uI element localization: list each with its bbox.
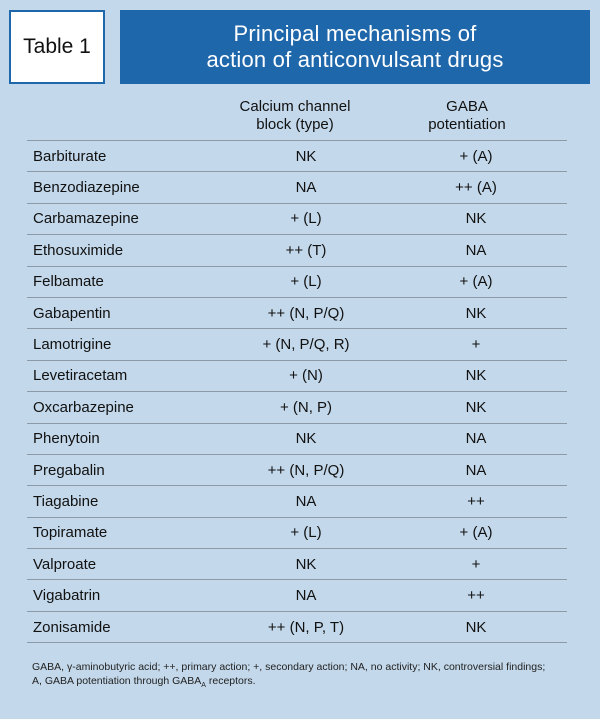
table-row [27,455,567,486]
drug-name-cell: Zonisamide [33,618,111,636]
column-header-gaba-line-1: GABA [446,98,488,115]
gaba-potentiation-cell: ++ [467,492,485,510]
footnote-line-2-text: A, GABA potentiation through GABA [32,675,202,687]
calcium-block-cell: + (N, P/Q, R) [262,336,350,354]
calcium-block-cell: NA [295,492,317,510]
footnote-subscript: A [201,682,206,690]
calcium-block-cell: ++ (T) [285,241,327,259]
table-row [27,361,567,392]
table-row [27,486,567,517]
calcium-block-cell: + (L) [290,210,322,228]
calcium-block-cell: NK [295,555,317,573]
gaba-potentiation-cell: NA [465,461,487,479]
gaba-potentiation-cell: ++ [467,587,485,605]
calcium-block-cell: ++ (N, P/Q) [267,461,345,479]
table-row [27,141,567,172]
drug-name-cell: Lamotrigine [33,336,112,354]
gaba-potentiation-cell: NK [465,398,487,416]
drug-name-cell: Pregabalin [33,461,105,479]
gaba-potentiation-cell: NK [465,210,487,228]
drug-name-cell: Levetiracetam [33,367,128,385]
table-body [27,140,567,643]
table-row [27,204,567,235]
table-row [27,267,567,298]
table-row [27,518,567,549]
table-footnote [32,660,577,693]
drug-name-cell: Phenytoin [33,430,100,448]
table-title [120,10,590,84]
calcium-block-cell: NA [295,179,317,197]
drug-name-cell: Vigabatrin [33,587,101,605]
gaba-potentiation-cell: NA [465,430,487,448]
table-row [27,424,567,455]
calcium-block-cell: + (N, P) [279,398,333,416]
drug-name-cell: Tiagabine [33,492,99,510]
column-header-calcium [200,98,390,138]
calcium-block-cell: + (N) [289,367,323,385]
footnote-line-2 [32,674,577,693]
drug-name-cell: Gabapentin [33,304,111,322]
drug-name-cell: Barbiturate [33,147,107,165]
table-row [27,580,567,611]
table-row [27,235,567,266]
gaba-potentiation-cell: ++ (A) [455,179,497,197]
gaba-potentiation-cell: + [471,336,481,354]
title-line-2: action of anticonvulsant drugs [206,47,504,72]
gaba-potentiation-cell: + (A) [459,273,493,291]
column-header-calcium-line-2: block (type) [256,116,334,133]
gaba-potentiation-cell: NK [465,304,487,322]
table-label: Table 1 [9,10,105,84]
table-row [27,329,567,360]
gaba-potentiation-cell: + [471,555,481,573]
calcium-block-cell: + (L) [290,273,322,291]
column-header-gaba [392,98,542,138]
footnote-line-2-end: receptors. [205,675,256,687]
calcium-block-cell: NK [295,430,317,448]
calcium-block-cell: ++ (N, P/Q) [267,304,345,322]
title-line-1: Principal mechanisms of [233,21,477,46]
column-header-gaba-line-2: potentiation [428,116,506,133]
calcium-block-cell: + (L) [290,524,322,542]
calcium-block-cell: NA [295,587,317,605]
table-row [27,549,567,580]
gaba-potentiation-cell: + (A) [459,147,493,165]
calcium-block-cell: ++ (N, P, T) [267,618,345,636]
gaba-potentiation-cell: NK [465,618,487,636]
column-header-calcium-line-1: Calcium channel [239,98,351,115]
drug-name-cell: Felbamate [33,273,104,291]
gaba-potentiation-cell: NK [465,367,487,385]
drug-name-cell: Topiramate [33,524,108,542]
footnote-line-1: GABA, γ-aminobutyric acid; ++, primary action; +, secondary action; NA, no activity; NK, controversial findings; [32,661,546,673]
drug-name-cell: Oxcarbazepine [33,398,134,416]
drug-name-cell: Ethosuximide [33,241,124,259]
table-row [27,298,567,329]
gaba-potentiation-cell: + (A) [459,524,493,542]
drug-name-cell: Benzodiazepine [33,179,140,197]
gaba-potentiation-cell: NA [465,241,487,259]
calcium-block-cell: NK [295,147,317,165]
table-row [27,612,567,643]
drug-name-cell: Carbamazepine [33,210,139,228]
drug-name-cell: Valproate [33,555,97,573]
table-row [27,392,567,423]
table-row [27,172,567,203]
